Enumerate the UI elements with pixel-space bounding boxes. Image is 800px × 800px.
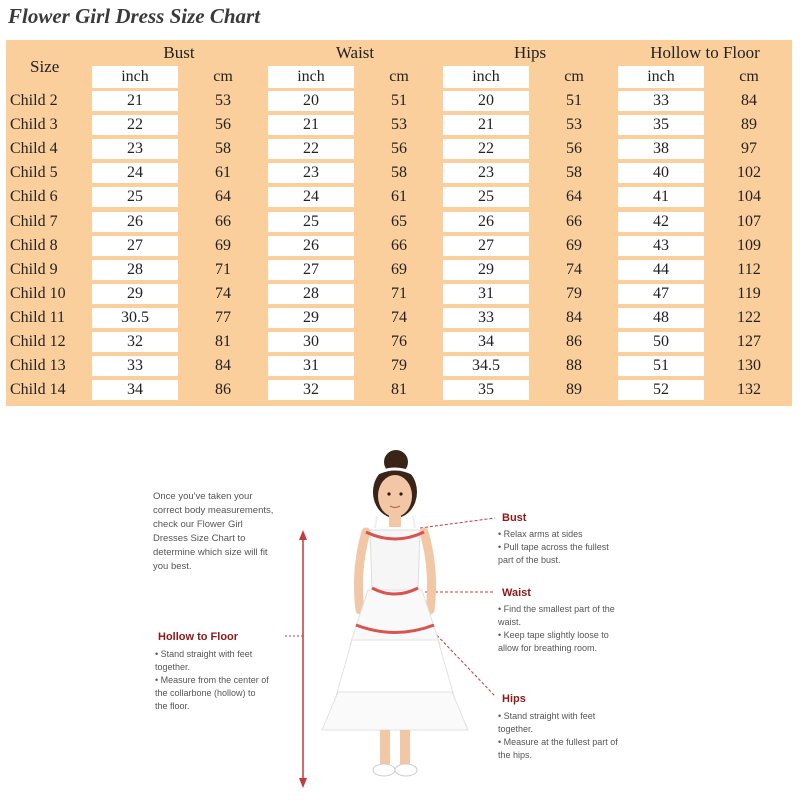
row-size-label: Child 6 [10, 188, 58, 206]
table-cell-inch: 44 [618, 260, 704, 280]
table-cell-cm: 130 [737, 357, 761, 375]
bust-instructions: • Relax arms at sides • Pull tape across the fullest part of the bust. [498, 529, 609, 565]
table-cell-inch: 51 [618, 356, 704, 376]
row-size-label: Child 14 [10, 381, 66, 399]
waist-title: Waist [502, 587, 531, 599]
table-cell-cm: 112 [737, 260, 761, 278]
table-cell-cm: 76 [391, 333, 407, 350]
row-size-label: Child 13 [10, 357, 66, 375]
table-cell-cm: 66 [215, 212, 231, 230]
unit-header-inch: inch [92, 66, 178, 88]
table-cell-cm: 66 [391, 236, 407, 254]
table-cell-inch: 40 [618, 163, 704, 183]
table-cell-inch: 27 [443, 236, 529, 256]
table-cell-inch: 31 [268, 356, 354, 376]
table-cell-inch: 33 [443, 308, 529, 328]
group-header-hollow-to-floor: Hollow to Floor [650, 43, 760, 62]
table-cell-cm: 71 [391, 284, 407, 302]
table-cell-inch: 41 [618, 187, 704, 207]
table-cell-inch: 24 [92, 163, 178, 183]
table-cell-inch: 23 [268, 163, 354, 183]
table-cell-cm: 84 [741, 92, 757, 109]
measurement-guide [0, 420, 800, 800]
table-cell-cm: 56 [566, 140, 582, 158]
table-cell-cm: 109 [737, 236, 761, 254]
row-size-label: Child 7 [10, 212, 58, 230]
table-cell-cm: 74 [391, 308, 407, 326]
table-cell-cm: 64 [566, 188, 582, 206]
table-cell-cm: 79 [391, 357, 407, 375]
table-cell-cm: 53 [215, 92, 231, 109]
table-cell-inch: 23 [92, 139, 178, 159]
row-size-label: Child 9 [10, 260, 58, 278]
table-cell-cm: 89 [741, 116, 757, 134]
size-column-header: Size [30, 57, 60, 76]
table-cell-inch: 27 [92, 236, 178, 256]
table-cell-inch: 29 [92, 284, 178, 304]
table-cell-cm: 53 [391, 116, 407, 134]
bust-leader [420, 518, 495, 528]
table-cell-cm: 119 [737, 284, 761, 302]
unit-header-cm: cm [389, 68, 409, 85]
table-cell-cm: 58 [566, 164, 582, 182]
table-cell-inch: 22 [92, 115, 178, 135]
table-cell-inch: 34 [443, 332, 529, 352]
row-size-label: Child 11 [10, 308, 65, 326]
bust-title: Bust [502, 512, 527, 524]
table-cell-cm: 97 [741, 140, 757, 158]
table-cell-inch: 24 [268, 187, 354, 207]
table-cell-inch: 38 [618, 139, 704, 159]
table-cell-inch: 26 [268, 236, 354, 256]
table-cell-inch: 21 [268, 115, 354, 135]
table-cell-inch: 34.5 [443, 356, 529, 376]
row-size-label: Child 2 [10, 92, 58, 109]
table-cell-cm: 79 [566, 284, 582, 302]
table-cell-cm: 74 [566, 260, 582, 278]
row-size-label: Child 10 [10, 284, 66, 302]
unit-header-cm: cm [739, 68, 759, 85]
table-cell-cm: 102 [737, 164, 761, 182]
table-cell-inch: 27 [268, 260, 354, 280]
table-cell-cm: 89 [566, 381, 582, 399]
table-cell-inch: 34 [92, 380, 178, 400]
row-size-label: Child 5 [10, 164, 58, 182]
table-cell-inch: 52 [618, 380, 704, 400]
table-cell-cm: 81 [215, 333, 231, 350]
table-cell-inch: 25 [443, 187, 529, 207]
table-cell-cm: 122 [737, 308, 761, 326]
table-cell-inch: 23 [443, 163, 529, 183]
table-cell-cm: 69 [566, 236, 582, 254]
row-size-label: Child 3 [10, 116, 58, 134]
table-cell-cm: 64 [215, 188, 231, 206]
table-cell-inch: 33 [618, 91, 704, 111]
table-cell-cm: 58 [391, 164, 407, 182]
table-cell-cm: 69 [215, 236, 231, 254]
table-cell-inch: 32 [92, 332, 178, 352]
table-cell-cm: 56 [391, 140, 407, 158]
row-size-label: Child 4 [10, 140, 58, 158]
table-cell-cm: 61 [215, 164, 231, 182]
table-cell-inch: 22 [443, 139, 529, 159]
table-cell-inch: 21 [92, 91, 178, 111]
table-cell-inch: 20 [443, 91, 529, 111]
table-cell-inch: 35 [443, 380, 529, 400]
guide-figure [0, 420, 800, 800]
table-cell-inch: 50 [618, 332, 704, 352]
table-cell-cm: 61 [391, 188, 407, 206]
table-cell-inch: 30.5 [92, 308, 178, 328]
page-title: Flower Girl Dress Size Chart [8, 4, 261, 28]
row-size-label: Child 8 [10, 236, 58, 254]
table-cell-cm: 104 [737, 188, 761, 206]
table-cell-inch: 42 [618, 212, 704, 232]
table-cell-cm: 88 [566, 357, 582, 375]
table-cell-cm: 77 [215, 308, 231, 326]
table-cell-cm: 58 [215, 140, 231, 158]
group-header-waist: Waist [335, 43, 375, 62]
hollow-arrow-bottom [299, 778, 307, 788]
table-cell-inch: 26 [443, 212, 529, 232]
table-cell-cm: 84 [215, 357, 231, 375]
unit-header-inch: inch [618, 66, 704, 88]
intro-note: Once you've taken your correct body measurements, check our Flower Girl Dresses Size Chart to determine which size will fit you best. [153, 491, 274, 572]
table-cell-cm: 74 [215, 284, 231, 302]
unit-header-inch: inch [443, 66, 529, 88]
table-cell-inch: 28 [268, 284, 354, 304]
table-cell-inch: 48 [618, 308, 704, 328]
hips-title: Hips [502, 693, 526, 705]
table-cell-inch: 21 [443, 115, 529, 135]
table-cell-cm: 51 [566, 92, 582, 109]
size-chart-table [6, 40, 792, 406]
hollow-to-floor-instructions: • Stand straight with feet together. • Measure from the center of the collarbone (hollow) to the floor. [155, 649, 269, 711]
table-cell-inch: 26 [92, 212, 178, 232]
table-cell-cm: 86 [566, 333, 582, 350]
hollow-arrow-top [299, 530, 307, 540]
table-cell-cm: 132 [737, 381, 761, 399]
table-cell-inch: 32 [268, 380, 354, 400]
table-cell-inch: 25 [92, 187, 178, 207]
table-cell-inch: 33 [92, 356, 178, 376]
table-cell-inch: 29 [443, 260, 529, 280]
hollow-to-floor-title: Hollow to Floor [158, 631, 239, 643]
table-cell-inch: 47 [618, 284, 704, 304]
table-cell-cm: 56 [215, 116, 231, 134]
table-cell-cm: 51 [391, 92, 407, 109]
unit-header-cm: cm [564, 68, 584, 85]
table-cell-cm: 107 [737, 212, 761, 230]
table-cell-cm: 53 [566, 116, 582, 134]
table-cell-cm: 65 [391, 212, 407, 230]
table-cell-cm: 71 [215, 260, 231, 278]
group-header-hips: Hips [513, 43, 547, 62]
table-cell-cm: 66 [566, 212, 582, 230]
hips-instructions: • Stand straight with feet together. • Measure at the fullest part of the hips. [498, 711, 618, 760]
table-cell-inch: 25 [268, 212, 354, 232]
table-cell-inch: 22 [268, 139, 354, 159]
table-cell-cm: 84 [566, 308, 582, 326]
table-cell-cm: 69 [391, 260, 407, 278]
table-cell-inch: 31 [443, 284, 529, 304]
table-cell-cm: 81 [391, 381, 407, 399]
girl-illustration [322, 450, 468, 776]
table-cell-cm: 127 [737, 333, 761, 350]
table-cell-inch: 43 [618, 236, 704, 256]
table-cell-inch: 20 [268, 91, 354, 111]
table-cell-inch: 28 [92, 260, 178, 280]
unit-header-inch: inch [268, 66, 354, 88]
row-size-label: Child 12 [10, 333, 66, 350]
table-cell-cm: 86 [215, 381, 231, 399]
unit-header-cm: cm [213, 68, 233, 85]
table-cell-inch: 30 [268, 332, 354, 352]
waist-instructions: • Find the smallest part of the waist. • Keep tape slightly loose to allow for breathing room. [498, 604, 615, 653]
group-header-bust: Bust [163, 43, 195, 62]
table-cell-inch: 35 [618, 115, 704, 135]
table-cell-inch: 29 [268, 308, 354, 328]
